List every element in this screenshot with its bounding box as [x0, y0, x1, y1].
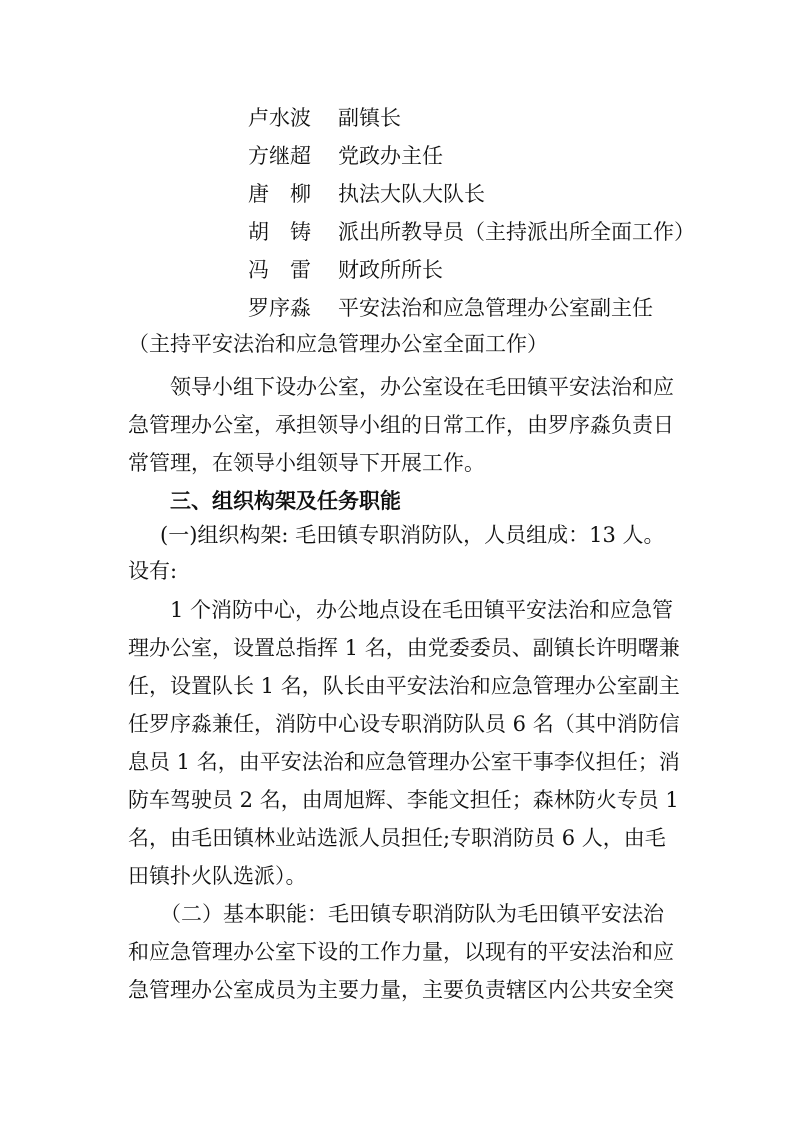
member-role: 平安法治和应急管理办公室副主任: [338, 296, 653, 320]
body-line: 任罗序淼兼任，消防中心设专职消防队员 6 名（其中消防信: [128, 712, 680, 736]
member-name: 唐 柳: [248, 182, 311, 206]
body-line: 和应急管理办公室下设的工作力量，以现有的平安法治和应: [128, 940, 674, 964]
member-role: 副镇长: [338, 106, 401, 130]
body-line: 领导小组下设办公室，办公室设在毛田镇平安法治和应: [170, 375, 674, 399]
member-name: 胡 铸: [248, 220, 311, 244]
member-role: 财政所所长: [338, 258, 443, 282]
body-line: 理办公室，设置总指挥 1 名，由党委委员、副镇长许明曙兼: [128, 636, 680, 660]
member-name: 卢水波: [248, 106, 311, 130]
body-line: （二）基本职能：毛田镇专职消防队为毛田镇平安法治: [160, 902, 664, 926]
member-name: 罗序淼: [248, 296, 311, 320]
body-line: (一)组织构架: 毛田镇专职消防队，人员组成：13 人。: [160, 523, 665, 547]
member-role: 派出所教导员（主持派出所全面工作）: [338, 220, 695, 244]
member-role: 执法大队大队长: [338, 182, 485, 206]
member-note: （主持平安法治和应急管理办公室全面工作）: [128, 332, 548, 356]
body-line: 名，由毛田镇林业站选派人员担任;专职消防员 6 人，由毛: [128, 826, 666, 850]
body-line: 急管理办公室成员为主要力量，主要负责辖区内公共安全突: [128, 978, 674, 1002]
body-line: 急管理办公室，承担领导小组的日常工作，由罗序淼负责日: [128, 413, 674, 437]
body-line: 常管理，在领导小组领导下开展工作。: [128, 451, 485, 475]
member-role: 党政办主任: [338, 144, 443, 168]
member-name: 冯 雷: [248, 258, 311, 282]
body-line: 设有:: [128, 559, 178, 583]
body-line: 田镇扑火队选派）。: [128, 864, 307, 888]
body-line: 息员 1 名，由平安法治和应急管理办公室干事李仪担任；消: [128, 750, 680, 774]
member-name: 方继超: [248, 144, 311, 168]
body-line: 1 个消防中心，办公地点设在毛田镇平安法治和应急管: [170, 598, 674, 622]
section-heading: 三、组织构架及任务职能: [170, 489, 401, 513]
body-line: 任，设置队长 1 名，队长由平安法治和应急管理办公室副主: [128, 674, 680, 698]
body-line: 防车驾驶员 2 名，由周旭辉、李能文担任；森林防火专员 1: [128, 788, 679, 812]
